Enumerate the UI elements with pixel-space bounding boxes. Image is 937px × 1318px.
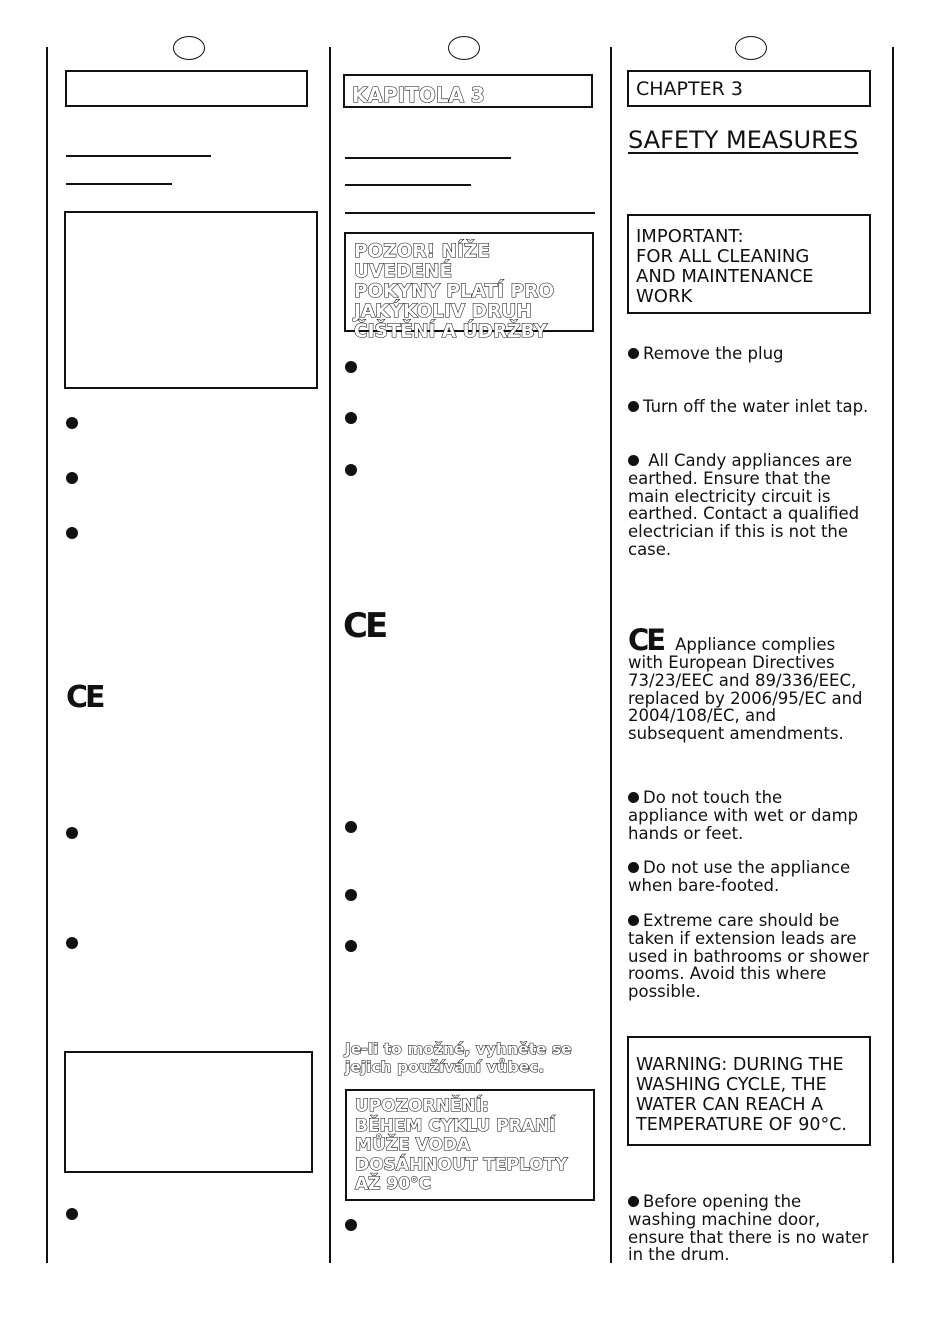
chapter-box-left — [65, 70, 308, 107]
warning-box-en — [627, 1036, 871, 1146]
title-underline-left-1 — [66, 155, 211, 157]
bullet-water-tap — [628, 398, 878, 416]
bullet-text: Extreme care should be taken if extension leads are used in bathrooms or shower rooms. Avoid this where possible. — [628, 911, 869, 1002]
important-box-left — [64, 211, 318, 389]
column-divider-left — [46, 47, 48, 1263]
bullet-dot — [66, 417, 78, 429]
bullet-door — [628, 1193, 884, 1264]
bullet-extension-leads — [628, 912, 884, 1001]
bullet-dot — [628, 862, 639, 873]
bullet-dot — [66, 827, 78, 839]
bullet-dot — [628, 401, 639, 412]
title-underline-cs-3 — [345, 212, 595, 214]
ce-mark-cs: CE — [343, 606, 386, 646]
column-divider-middle-left — [329, 47, 331, 1263]
bullet-dot — [66, 472, 78, 484]
bullet-remove-plug — [628, 345, 878, 363]
warning-box-left — [64, 1051, 313, 1173]
bullet-dot — [66, 527, 78, 539]
ce-compliance-text: Appliance complies with European Directives 73/23/EEC and 89/336/EEC, replaced by 2006/95/EC and 2004/108/EC, and subsequent amendments. — [628, 635, 863, 744]
important-text-cs: POZOR! NÍŽE UVEDENÉ POKYNY PLATÍ PRO JAKÝKOLIV DRUH ČIŠTĚNÍ A ÚDRŽBY — [354, 241, 555, 342]
bullet-text: Remove the plug — [643, 344, 784, 363]
chapter-box-cs — [343, 74, 593, 108]
column-divider-right — [892, 47, 894, 1263]
bullet-dot — [345, 361, 357, 373]
warning-text-cs: UPOZORNĚNÍ: BĚHEM CYKLU PRANÍ MŮŽE VODA DOSÁHNOUT TEPLOTY AŽ 90°C — [355, 1096, 568, 1194]
bullet-dot — [345, 1219, 357, 1231]
bullet-text: Do not touch the appliance with wet or damp hands or feet. — [628, 788, 859, 843]
language-circle-right — [735, 36, 767, 60]
bullet-dot — [628, 455, 639, 466]
language-circle-middle — [448, 36, 480, 60]
title-underline-cs-1 — [345, 157, 511, 159]
title-underline-cs-2 — [345, 184, 471, 186]
bullet-barefoot — [628, 859, 884, 895]
ce-mark-left: CE — [66, 680, 103, 715]
bullet-dot — [345, 889, 357, 901]
important-box-en — [627, 214, 871, 314]
bullet-text: Turn off the water inlet tap. — [643, 397, 869, 416]
bullet-dot — [628, 915, 639, 926]
bullet-text: Before opening the washing machine door, ensure that there is no water in the drum. — [628, 1192, 869, 1265]
ce-compliance-en — [628, 623, 890, 744]
bullet-dot — [345, 940, 357, 952]
bullet-wet-hands — [628, 789, 884, 842]
column-divider-middle-right — [610, 47, 612, 1263]
important-text-en: IMPORTANT: FOR ALL CLEANING AND MAINTENANCE WORK — [636, 226, 814, 307]
chapter-heading-en: CHAPTER 3 — [636, 78, 743, 100]
ce-mark-en: CE — [628, 623, 664, 657]
extension-note-cs: Je-li to možné, vyhněte se jejich používání vůbec. — [345, 1040, 572, 1076]
bullet-dot — [628, 348, 639, 359]
bullet-text: Do not use the appliance when bare-footed. — [628, 858, 851, 895]
warning-box-cs — [345, 1089, 595, 1201]
section-title-en: SAFETY MEASURES — [628, 126, 859, 154]
bullet-dot — [345, 412, 357, 424]
important-box-cs — [344, 232, 594, 342]
title-underline-left-2 — [66, 183, 172, 185]
bullet-dot — [66, 1208, 78, 1220]
bullet-dot — [345, 821, 357, 833]
bullet-dot — [628, 1196, 639, 1207]
chapter-box-en — [627, 70, 871, 107]
chapter-heading-cs: KAPITOLA 3 — [352, 83, 485, 107]
bullet-dot — [628, 792, 639, 803]
bullet-dot — [66, 937, 78, 949]
warning-text-en: WARNING: DURING THE WASHING CYCLE, THE WATER CAN REACH A TEMPERATURE OF 90°C. — [636, 1055, 847, 1135]
bullet-earthed — [628, 452, 884, 559]
bullet-text: All Candy appliances are earthed. Ensure that the main electricity circuit is earthed. Contact a qualified electrician if this is not the case. — [628, 451, 860, 559]
language-circle-left — [173, 36, 205, 60]
bullet-dot — [345, 464, 357, 476]
